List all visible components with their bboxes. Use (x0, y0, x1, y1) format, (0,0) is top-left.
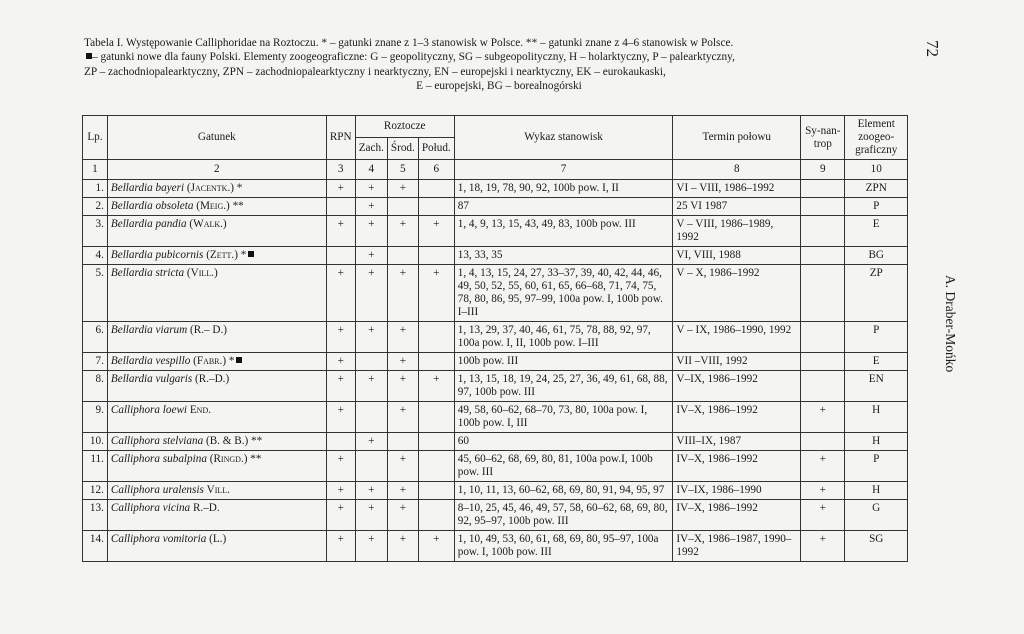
table-row (83, 371, 908, 402)
species-author: (Meig.) (196, 200, 230, 212)
srod-cell: + (387, 531, 418, 562)
header-lp: Lp. (83, 116, 108, 160)
srod-cell: + (387, 180, 418, 198)
rpn-cell: + (326, 371, 355, 402)
species-cell (107, 371, 326, 402)
species-author: (L.) (209, 533, 227, 545)
srod-cell: + (387, 482, 418, 500)
zach-cell (355, 353, 387, 371)
species-cell (107, 451, 326, 482)
caption-line-1: Tabela I. Występowanie Calliphoridae na Roztoczu. * – gatunki znane z 1–3 stanowisk w Polsce. ** – gatunki znane z 4–6 stanowisk w Polsce. (84, 37, 734, 49)
synanthropic-cell (801, 433, 845, 451)
caption-line-2 (84, 50, 914, 64)
species-author: End. (189, 404, 212, 416)
table-row (83, 198, 908, 216)
rarity-marks: ** (229, 200, 244, 212)
srod-cell: + (387, 265, 418, 322)
synanthropic-cell: + (801, 531, 845, 562)
zoogeographic-element-cell: H (845, 402, 908, 433)
collection-date-cell: V–IX, 1986–1992 (673, 371, 801, 402)
species-rows (83, 180, 908, 562)
rpn-cell: + (326, 180, 355, 198)
zoogeographic-element-cell: E (845, 353, 908, 371)
species-name: Bellardia vulgaris (110, 373, 193, 385)
rpn-cell (326, 198, 355, 216)
header-zach: Zach. (355, 138, 387, 160)
table-row (83, 322, 908, 353)
header-rpn: RPN (326, 116, 355, 160)
species-name: Bellardia viarum (110, 324, 188, 336)
row-number: 2. (83, 198, 108, 216)
srod-cell (387, 247, 418, 265)
table-row (83, 402, 908, 433)
collection-date-cell: VI – VIII, 1986–1992 (673, 180, 801, 198)
row-number: 7. (83, 353, 108, 371)
zach-cell: + (355, 198, 387, 216)
zach-cell: + (355, 433, 387, 451)
srod-cell: + (387, 500, 418, 531)
rarity-marks: ** (247, 453, 262, 465)
localities-cell: 1, 10, 49, 53, 60, 61, 68, 69, 80, 95–97, 100a pow. I, 100b pow. III (454, 531, 673, 562)
row-number: 10. (83, 433, 108, 451)
polud-cell (418, 353, 454, 371)
row-number: 3. (83, 216, 108, 247)
new-species-square-icon (236, 357, 242, 363)
zach-cell: + (355, 500, 387, 531)
collection-date-cell: VII –VIII, 1992 (673, 353, 801, 371)
species-author: (Walk.) (189, 218, 227, 230)
polud-cell: + (418, 531, 454, 562)
column-number: 8 (673, 160, 801, 180)
species-author: (Jacentk.) (186, 182, 234, 194)
header-row-1 (83, 116, 908, 138)
species-author: (Vill.) (186, 267, 218, 279)
row-number: 1. (83, 180, 108, 198)
srod-cell: + (387, 371, 418, 402)
srod-cell: + (387, 402, 418, 433)
zach-cell: + (355, 482, 387, 500)
zoogeographic-element-cell: BG (845, 247, 908, 265)
table-row (83, 451, 908, 482)
synanthropic-cell: + (801, 451, 845, 482)
synanthropic-cell (801, 216, 845, 247)
species-cell (107, 265, 326, 322)
row-number: 6. (83, 322, 108, 353)
synanthropic-cell: + (801, 482, 845, 500)
polud-cell (418, 322, 454, 353)
polud-cell: + (418, 216, 454, 247)
rpn-cell: + (326, 353, 355, 371)
zoogeographic-element-cell: P (845, 198, 908, 216)
row-number: 8. (83, 371, 108, 402)
zoogeographic-element-cell: EN (845, 371, 908, 402)
polud-cell (418, 402, 454, 433)
species-cell (107, 433, 326, 451)
species-cell (107, 482, 326, 500)
rpn-cell: + (326, 531, 355, 562)
table-row (83, 265, 908, 322)
header-termin: Termin połowu (673, 116, 801, 160)
zach-cell: + (355, 247, 387, 265)
header-wykaz: Wykaz stanowisk (454, 116, 673, 160)
column-number: 2 (107, 160, 326, 180)
synanthropic-cell (801, 322, 845, 353)
row-number: 12. (83, 482, 108, 500)
synanthropic-cell (801, 247, 845, 265)
table-row (83, 500, 908, 531)
rarity-marks: * (237, 249, 247, 261)
zoogeographic-element-cell: ZPN (845, 180, 908, 198)
polud-cell (418, 247, 454, 265)
species-name: Calliphora stelviana (110, 435, 204, 447)
species-cell (107, 402, 326, 433)
zoogeographic-element-cell: P (845, 322, 908, 353)
species-name: Calliphora subalpina (110, 453, 207, 465)
collection-date-cell: IV–X, 1986–1992 (673, 500, 801, 531)
srod-cell: + (387, 353, 418, 371)
column-number: 5 (387, 160, 418, 180)
localities-cell: 1, 18, 19, 78, 90, 92, 100b pow. I, II (454, 180, 673, 198)
new-species-square-icon (248, 251, 254, 257)
synanthropic-cell (801, 265, 845, 322)
localities-cell: 1, 10, 11, 13, 60–62, 68, 69, 80, 91, 94, 95, 97 (454, 482, 673, 500)
table-row (83, 353, 908, 371)
species-name: Calliphora loewi (110, 404, 188, 416)
zoogeographic-element-cell: H (845, 433, 908, 451)
synanthropic-cell (801, 198, 845, 216)
collection-date-cell: IV–X, 1986–1987, 1990–1992 (673, 531, 801, 562)
row-number: 14. (83, 531, 108, 562)
polud-cell (418, 482, 454, 500)
localities-cell: 1, 13, 15, 18, 19, 24, 25, 27, 36, 49, 61, 68, 88, 97, 100b pow. III (454, 371, 673, 402)
header-synantrop: Sy-nan-trop (801, 116, 845, 160)
collection-date-cell: V – X, 1986–1992 (673, 265, 801, 322)
row-number: 5. (83, 265, 108, 322)
collection-date-cell: VIII–IX, 1987 (673, 433, 801, 451)
table-row (83, 482, 908, 500)
species-table (82, 115, 908, 562)
polud-cell (418, 198, 454, 216)
table-row (83, 531, 908, 562)
species-name: Bellardia stricta (110, 267, 185, 279)
column-number: 1 (83, 160, 108, 180)
column-number: 7 (454, 160, 673, 180)
header-polud: Połud. (418, 138, 454, 160)
header-srod: Środ. (387, 138, 418, 160)
species-cell (107, 531, 326, 562)
rpn-cell (326, 247, 355, 265)
zoogeographic-element-cell: P (845, 451, 908, 482)
zoogeographic-element-cell: G (845, 500, 908, 531)
species-name: Bellardia pandia (110, 218, 187, 230)
rpn-cell (326, 433, 355, 451)
collection-date-cell: VI, VIII, 1988 (673, 247, 801, 265)
localities-cell: 1, 4, 13, 15, 24, 27, 33–37, 39, 40, 42, 44, 46, 49, 50, 52, 55, 60, 61, 65, 66–68, 71, 74, 75, 78, 80, 86, 95, 97–99, 100a pow. I, 100b pow. I–III (454, 265, 673, 322)
column-number: 9 (801, 160, 845, 180)
polud-cell: + (418, 371, 454, 402)
synanthropic-cell: + (801, 402, 845, 433)
species-cell (107, 353, 326, 371)
collection-date-cell: IV–X, 1986–1992 (673, 451, 801, 482)
column-number: 4 (355, 160, 387, 180)
polud-cell (418, 180, 454, 198)
polud-cell (418, 451, 454, 482)
rarity-marks: * (226, 355, 235, 367)
srod-cell (387, 198, 418, 216)
localities-cell: 45, 60–62, 68, 69, 80, 81, 100a pow.I, 100b pow. III (454, 451, 673, 482)
table-row (83, 433, 908, 451)
synanthropic-cell (801, 353, 845, 371)
zach-cell: + (355, 322, 387, 353)
species-name: Bellardia pubicornis (110, 249, 204, 261)
polud-cell (418, 433, 454, 451)
table-row (83, 247, 908, 265)
species-cell (107, 198, 326, 216)
rpn-cell: + (326, 482, 355, 500)
rarity-marks: * (233, 182, 243, 194)
zoogeographic-element-cell: SG (845, 531, 908, 562)
srod-cell (387, 433, 418, 451)
rpn-cell: + (326, 451, 355, 482)
table-caption (84, 36, 914, 94)
species-author: Vill. (206, 484, 230, 496)
zoogeographic-element-cell: E (845, 216, 908, 247)
localities-cell: 1, 4, 9, 13, 15, 43, 49, 83, 100b pow. III (454, 216, 673, 247)
caption-line-2-text: – gatunki nowe dla fauny Polski. Elementy zoogeograficzne: G – geopolityczny, SG – subgeopolityczny, H – holarktyczny, P – palearktyczny, (92, 51, 735, 64)
species-author: (Fabr.) (193, 355, 227, 367)
species-cell (107, 247, 326, 265)
collection-date-cell: IV–X, 1986–1992 (673, 402, 801, 433)
species-author: (R.– D.) (190, 324, 228, 336)
species-name: Calliphora uralensis (110, 484, 204, 496)
species-author: (Zett.) (206, 249, 238, 261)
species-name: Bellardia bayeri (110, 182, 185, 194)
localities-cell: 1, 13, 29, 37, 40, 46, 61, 75, 78, 88, 92, 97, 100a pow. I, II, 100b pow. I–III (454, 322, 673, 353)
polud-cell (418, 500, 454, 531)
header-gatunek: Gatunek (107, 116, 326, 160)
zach-cell (355, 402, 387, 433)
zach-cell: + (355, 531, 387, 562)
row-number: 4. (83, 247, 108, 265)
running-author: A. Draber-Mońko (943, 275, 958, 373)
species-cell (107, 216, 326, 247)
collection-date-cell: V – IX, 1986–1990, 1992 (673, 322, 801, 353)
column-number: 10 (845, 160, 908, 180)
collection-date-cell: 25 VI 1987 (673, 198, 801, 216)
row-number: 11. (83, 451, 108, 482)
caption-line-4: E – europejski, BG – borealnogórski (416, 80, 582, 93)
srod-cell: + (387, 451, 418, 482)
caption-line-3: ZP – zachodniopalearktyczny, ZPN – zachodniopalearktyczny i nearktyczny, EN – europejski i nearktyczny, EK – eurokaukaski, (84, 65, 666, 78)
species-author: R.–D. (192, 502, 220, 514)
localities-cell: 49, 58, 60–62, 68–70, 73, 80, 100a pow. I, 100b pow. I, III (454, 402, 673, 433)
rpn-cell: + (326, 216, 355, 247)
column-number: 6 (418, 160, 454, 180)
polud-cell: + (418, 265, 454, 322)
zoogeographic-element-cell: ZP (845, 265, 908, 322)
collection-date-cell: IV–IX, 1986–1990 (673, 482, 801, 500)
column-number-row (83, 160, 908, 180)
species-cell (107, 500, 326, 531)
localities-cell: 100b pow. III (454, 353, 673, 371)
zoogeographic-element-cell: H (845, 482, 908, 500)
rarity-marks: ** (248, 435, 263, 447)
species-name: Bellardia vespillo (110, 355, 191, 367)
species-author: (Ringd.) (209, 453, 248, 465)
header-element: Element zoogeo-graficzny (845, 116, 908, 160)
header-roztocze: Roztocze (355, 116, 454, 138)
zach-cell: + (355, 371, 387, 402)
rpn-cell: + (326, 265, 355, 322)
zach-cell: + (355, 216, 387, 247)
rpn-cell: + (326, 402, 355, 433)
rpn-cell: + (326, 322, 355, 353)
table-row (83, 216, 908, 247)
zach-cell: + (355, 180, 387, 198)
localities-cell: 87 (454, 198, 673, 216)
synanthropic-cell (801, 180, 845, 198)
column-number: 3 (326, 160, 355, 180)
srod-cell: + (387, 322, 418, 353)
srod-cell: + (387, 216, 418, 247)
species-name: Calliphora vomitoria (110, 533, 207, 545)
species-name: Calliphora vicina (110, 502, 191, 514)
localities-cell: 8–10, 25, 45, 46, 49, 57, 58, 60–62, 68, 69, 80, 92, 95–97, 100b pow. III (454, 500, 673, 531)
zach-cell: + (355, 265, 387, 322)
page-number: 72 (923, 40, 942, 57)
synanthropic-cell (801, 371, 845, 402)
synanthropic-cell: + (801, 500, 845, 531)
row-number: 13. (83, 500, 108, 531)
localities-cell: 60 (454, 433, 673, 451)
rpn-cell: + (326, 500, 355, 531)
localities-cell: 13, 33, 35 (454, 247, 673, 265)
species-author: (B. & B.) (205, 435, 249, 447)
collection-date-cell: V – VIII, 1986–1989, 1992 (673, 216, 801, 247)
row-number: 9. (83, 402, 108, 433)
species-cell (107, 322, 326, 353)
species-name: Bellardia obsoleta (110, 200, 194, 212)
zach-cell (355, 451, 387, 482)
table-row (83, 180, 908, 198)
species-cell (107, 180, 326, 198)
species-author: (R.–D.) (195, 373, 230, 385)
